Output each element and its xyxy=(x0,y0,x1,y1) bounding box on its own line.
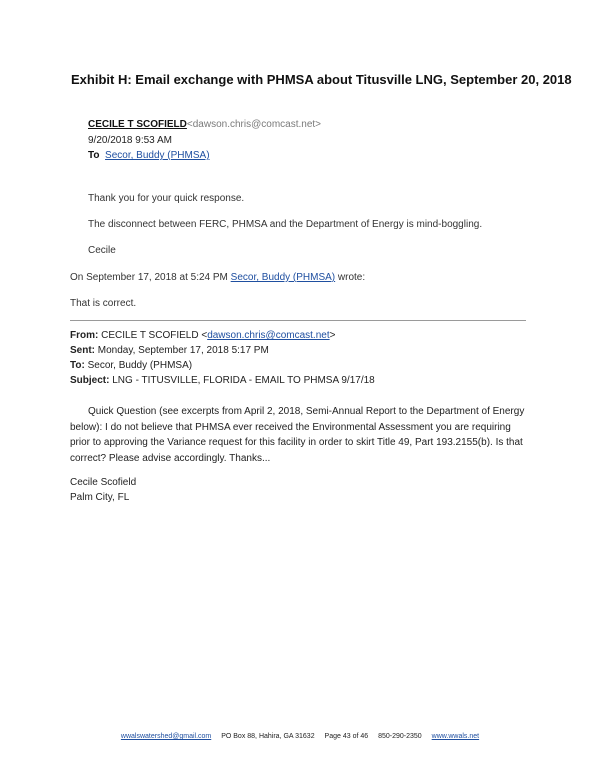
reply-from-line xyxy=(88,119,321,130)
original-subject-line xyxy=(70,375,375,386)
original-to-label: To: xyxy=(70,360,85,371)
reply-sender-email: <dawson.chris@comcast.net> xyxy=(186,119,322,130)
original-from-name: CECILE T SCOFIELD < xyxy=(98,330,208,341)
quote-sender-link[interactable]: Secor, Buddy (PHMSA) xyxy=(230,272,336,283)
reply-datetime: 9/20/2018 9:53 AM xyxy=(88,135,172,146)
original-from-close: > xyxy=(329,330,336,341)
footer-address: PO Box 88, Hahira, GA 31632 xyxy=(221,733,315,740)
original-from-email-link[interactable]: dawson.chris@comcast.net xyxy=(207,330,330,341)
original-sent-value: Monday, September 17, 2018 5:17 PM xyxy=(95,345,269,356)
original-sent-label: Sent: xyxy=(70,345,95,356)
reply-to-recipient-link[interactable]: Secor, Buddy (PHMSA) xyxy=(105,150,210,161)
original-from-label: From: xyxy=(70,330,99,341)
original-signature-name: Cecile Scofield xyxy=(70,477,137,488)
reply-to-line xyxy=(88,150,210,161)
reply-line-2: The disconnect between FERC, PHMSA and the Department of Energy is mind-boggling. xyxy=(88,219,483,230)
footer-email-link[interactable]: wwalswatershed@gmail.com xyxy=(120,733,212,740)
reply-sender-name[interactable]: CECILE T SCOFIELD xyxy=(88,119,187,130)
original-subject-label: Subject: xyxy=(70,375,110,386)
quote-prefix: On September 17, 2018 at 5:24 PM xyxy=(70,272,231,283)
page-title: Exhibit H: Email exchange with PHMSA about Titusville LNG, September 20, 2018 xyxy=(71,72,572,87)
reply-to-label: To xyxy=(88,150,100,161)
quote-suffix: wrote: xyxy=(335,272,366,283)
original-subject-value: LNG - TITUSVILLE, FLORIDA - EMAIL TO PHMSA 9/17/18 xyxy=(109,375,375,386)
quote-text: That is correct. xyxy=(70,298,137,309)
message-divider xyxy=(70,320,526,321)
original-from-line xyxy=(70,330,335,341)
footer-page-number: Page 43 of 46 xyxy=(324,733,369,740)
quote-intro xyxy=(70,272,365,283)
reply-line-1: Thank you for your quick response. xyxy=(88,193,245,204)
footer-phone: 850-290-2350 xyxy=(378,733,422,740)
original-signature-place: Palm City, FL xyxy=(70,492,130,503)
footer-website-link[interactable]: www.wwals.net xyxy=(431,733,480,740)
original-body: Quick Question (see excerpts from April 2, 2018, Semi-Annual Report to the Department of Energy below): I do not believe that PHMSA ever received the Environmental Assessment you are requiring prior to approving the Variance request for this facility in order to skirt Title 49, Part 193.2155(b). Is that correct? Please advise accordingly. Thanks... xyxy=(70,406,525,464)
original-to-value: Secor, Buddy (PHMSA) xyxy=(84,360,193,371)
page-footer xyxy=(0,733,600,740)
original-sent-line xyxy=(70,345,269,356)
original-to-line xyxy=(70,360,192,371)
reply-signature: Cecile xyxy=(88,245,116,256)
